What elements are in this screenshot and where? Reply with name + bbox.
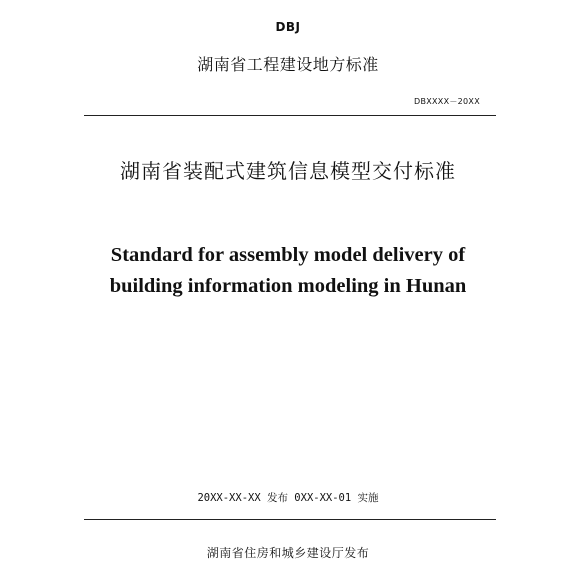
issue-and-implementation-dates: 20XX-XX-XX 发布 0XX-XX-01 实施 <box>197 492 379 504</box>
publisher: 湖南省住房和城乡建设厅发布 <box>206 546 370 560</box>
standard-number: DBXXXX－20XX <box>413 97 480 106</box>
english-title-line-2: building information modeling in Hunan <box>109 275 467 297</box>
bottom-divider <box>84 519 496 520</box>
top-divider <box>84 115 496 116</box>
english-title <box>0 240 576 302</box>
english-title-line-1: Standard for assembly model delivery of <box>110 244 466 266</box>
standard-type-heading: 湖南省工程建设地方标准 <box>197 55 379 74</box>
chinese-title: 湖南省装配式建筑信息模型交付标准 <box>120 159 456 183</box>
standard-code: DBJ <box>275 20 301 34</box>
